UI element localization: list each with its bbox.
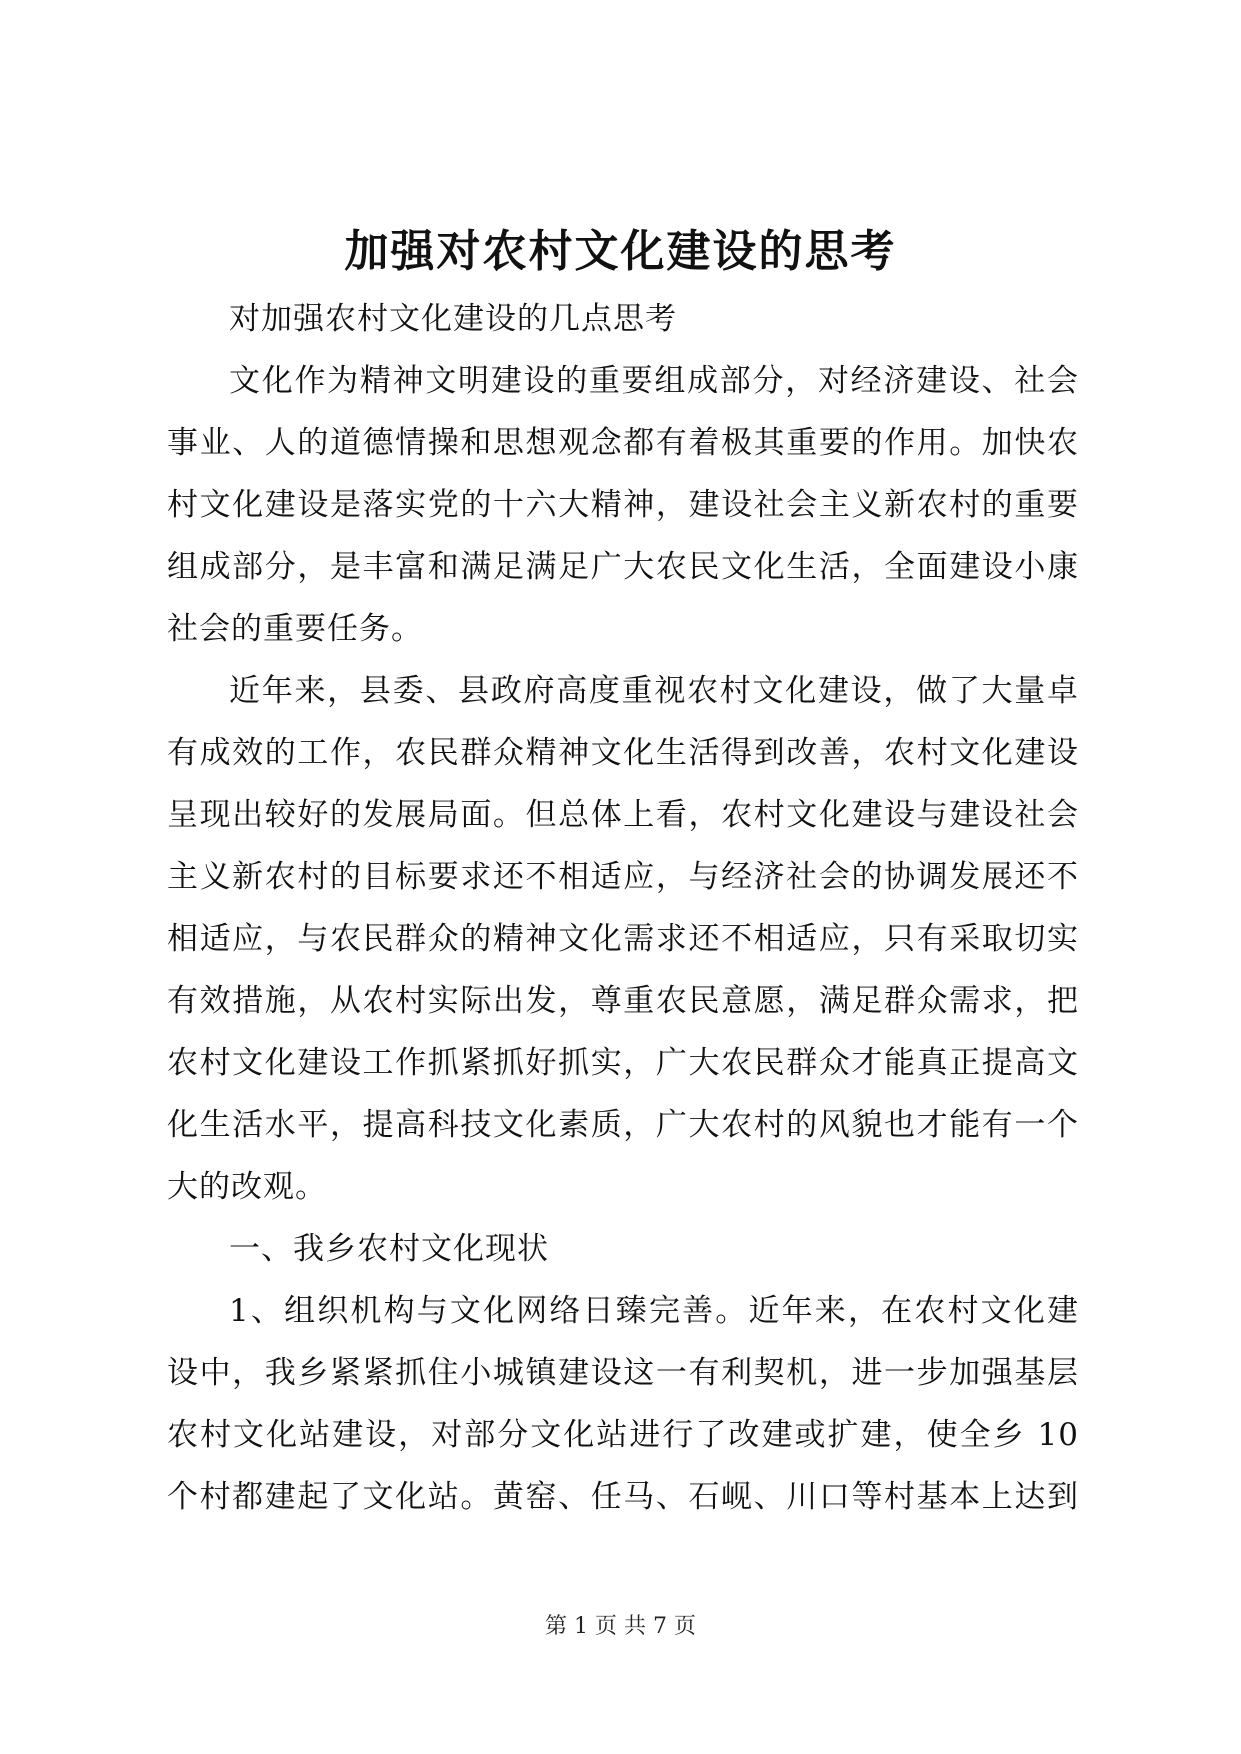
text-line: 1、组织机构与文化网络日臻完善。近年来，在农村文化建 xyxy=(229,1293,1079,1329)
text-line: 有成效的工作，农民群众精神文化生活得到改善，农村文化建设 xyxy=(167,735,1079,771)
text-line: 主义新农村的目标要求还不相适应，与经济社会的协调发展还不 xyxy=(167,859,1079,895)
text-line: 对加强农村文化建设的几点思考 xyxy=(229,301,677,337)
document-body xyxy=(167,288,1079,1528)
text-line: 大的改观。 xyxy=(167,1169,327,1205)
text-line: 农村文化站建设，对部分文化站进行了改建或扩建，使全乡 10 xyxy=(167,1417,1079,1453)
text-line: 农村文化建设工作抓紧抓好抓实，广大农民群众才能真正提高文 xyxy=(167,1045,1079,1081)
text-line: 有效措施，从农村实际出发，尊重农民意愿，满足群众需求，把 xyxy=(167,983,1079,1019)
text-line: 文化作为精神文明建设的重要组成部分，对经济建设、社会 xyxy=(229,363,1079,399)
text-line: 社会的重要任务。 xyxy=(167,611,423,647)
document-title: 加强对农村文化建设的思考 xyxy=(344,226,897,277)
text-line: 呈现出较好的发展局面。但总体上看，农村文化建设与建设社会 xyxy=(167,797,1079,833)
text-line: 事业、人的道德情操和思想观念都有着极其重要的作用。加快农 xyxy=(167,425,1079,461)
text-line: 一、我乡农村文化现状 xyxy=(229,1231,549,1267)
text-line: 设中，我乡紧紧抓住小城镇建设这一有利契机，进一步加强基层 xyxy=(167,1355,1079,1391)
text-line: 化生活水平，提高科技文化素质，广大农村的风貌也才能有一个 xyxy=(167,1107,1079,1143)
text-line: 组成部分，是丰富和满足满足广大农民文化生活，全面建设小康 xyxy=(167,549,1079,585)
text-line: 近年来，县委、县政府高度重视农村文化建设，做了大量卓 xyxy=(229,673,1079,709)
text-line: 相适应，与农民群众的精神文化需求还不相适应，只有采取切实 xyxy=(167,921,1079,957)
page-number: 第 1 页 共 7 页 xyxy=(545,1614,696,1639)
text-line: 村文化建设是落实党的十六大精神，建设社会主义新农村的重要 xyxy=(167,487,1079,523)
text-line: 个村都建起了文化站。黄窑、任马、石岘、川口等村基本上达到 xyxy=(167,1479,1079,1515)
